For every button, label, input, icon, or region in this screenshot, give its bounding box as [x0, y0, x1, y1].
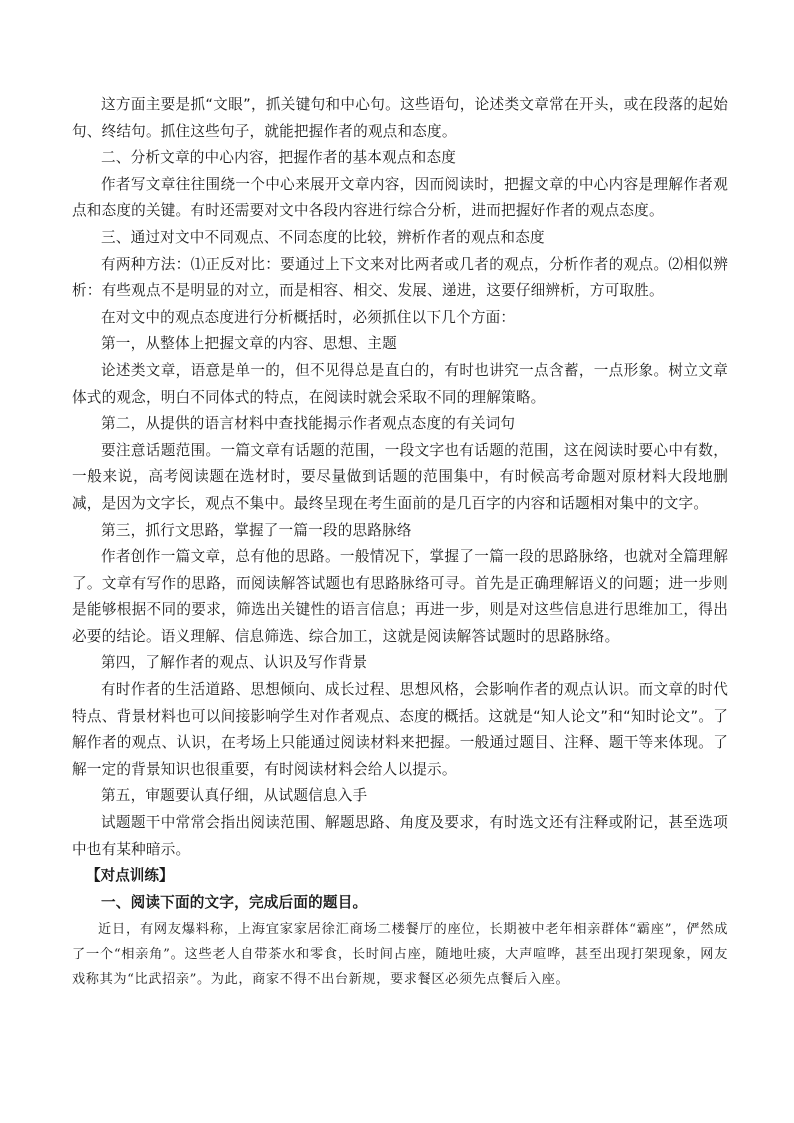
point-1-heading: 第一，从整体上把握文章的内容、思想、主题	[101, 335, 397, 353]
paragraph-1: 这方面主要是抓“文眼”，抓关键句和中心句。这些语句，论述类文章常在开头，或在段落的起始句、终结句。抓住这些句子，就能把握作者的观点和态度。	[72, 96, 728, 140]
paragraph-3: 有两种方法：⑴正反对比：要通过上下文来对比两者或几者的观点，分析作者的观点。⑵相似辨析：有些观点不是明显的对立，而是相容、相交、发展、递进，这要仔细辨析，方可取胜。	[72, 255, 728, 300]
heading-3: 三、通过对文中不同观点、不同态度的比较，辨析作者的观点和态度	[101, 228, 545, 246]
point-5-heading: 第五，审题要认真仔细，从试题信息入手	[101, 787, 368, 805]
point-4-text: 有时作者的生活道路、思想倾向、成长过程、思想风格，会影响作者的观点认识。而文章的时代特点、背景材料也可以间接影响学生对作者观点、态度的概括。这就是“知人论文”和“知时论文”。了解作者的观点、认识，在考场上只能通过阅读材料来把握。一般通过题目、注释、题干等来体现。了解一定的背景知识也很重要，有时阅读材料会给人以提示。	[72, 681, 728, 778]
point-3-text: 作者创作一篇文章，总有他的思路。一般情况下，掌握了一篇一段的思路脉络，也就对全篇理解了。文章有写作的思路，而阅读解答试题也有思路脉络可寻。首先是正确理解语义的问题；进一步则是能够根据不同的要求，筛选出关键性的语言信息；再进一步，则是对这些信息进行思维加工，得出必要的结论。语义理解、信息筛选、综合加工，这就是阅读解答试题时的思路脉络。	[72, 548, 728, 645]
point-4-heading: 第四，了解作者的观点、认识及写作背景	[101, 654, 368, 672]
document-body	[72, 92, 728, 992]
point-1-text: 论述类文章，语意是单一的，但不见得总是直白的，有时也讲究一点含蓄，一点形象。树立文章体式的观念，明白不同体式的特点，在阅读时就会采取不同的理解策略。	[72, 361, 728, 406]
section-label: 【对点训练】	[86, 867, 174, 885]
exercise-passage: 近日，有网友爆料称，上海宜家家居徐汇商场二楼餐厅的座位，长期被中老年相亲群体“霸座”，俨然成了一个“相亲角”。这些老人自带茶水和零食，长时间占座，随地吐痰，大声喧哗，甚至出现打架现象，网友戏称其为“比武招亲”。为此，商家不得不出台新规，要求餐区必须先点餐后入座。	[72, 922, 728, 987]
point-5-text: 试题题干中常常会指出阅读范围、解题思路、角度及要求，有时选文还有注释或附记，甚至选项中也有某种暗示。	[72, 814, 728, 858]
point-2-text: 要注意话题范围。一篇文章有话题的范围，一段文字也有话题的范围，这在阅读时要心中有数，一般来说，高考阅读题在选材时，要尽量做到话题的范围集中，有时候高考命题对原材料大段地删减，是因为文字长，观点不集中。最终呈现在考生面前的是几百字的内容和话题相对集中的文字。	[72, 441, 728, 512]
point-3-heading: 第三，抓行文思路，掌握了一篇一段的思路脉络	[101, 521, 412, 539]
heading-2: 二、分析文章的中心内容，把握作者的基本观点和态度	[101, 149, 457, 167]
point-2-heading: 第二，从提供的语言材料中查找能揭示作者观点态度的有关词句	[101, 415, 516, 433]
paragraph-4: 在对文中的观点态度进行分析概括时，必须抓住以下几个方面：	[101, 308, 516, 326]
exercise-heading: 一、阅读下面的文字，完成后面的题目。	[101, 893, 368, 911]
paragraph-2: 作者写文章往往围绕一个中心来展开文章内容，因而阅读时，把握文章的中心内容是理解作者观点和态度的关键。有时还需要对文中各段内容进行综合分析，进而把握好作者的观点态度。	[72, 175, 728, 220]
